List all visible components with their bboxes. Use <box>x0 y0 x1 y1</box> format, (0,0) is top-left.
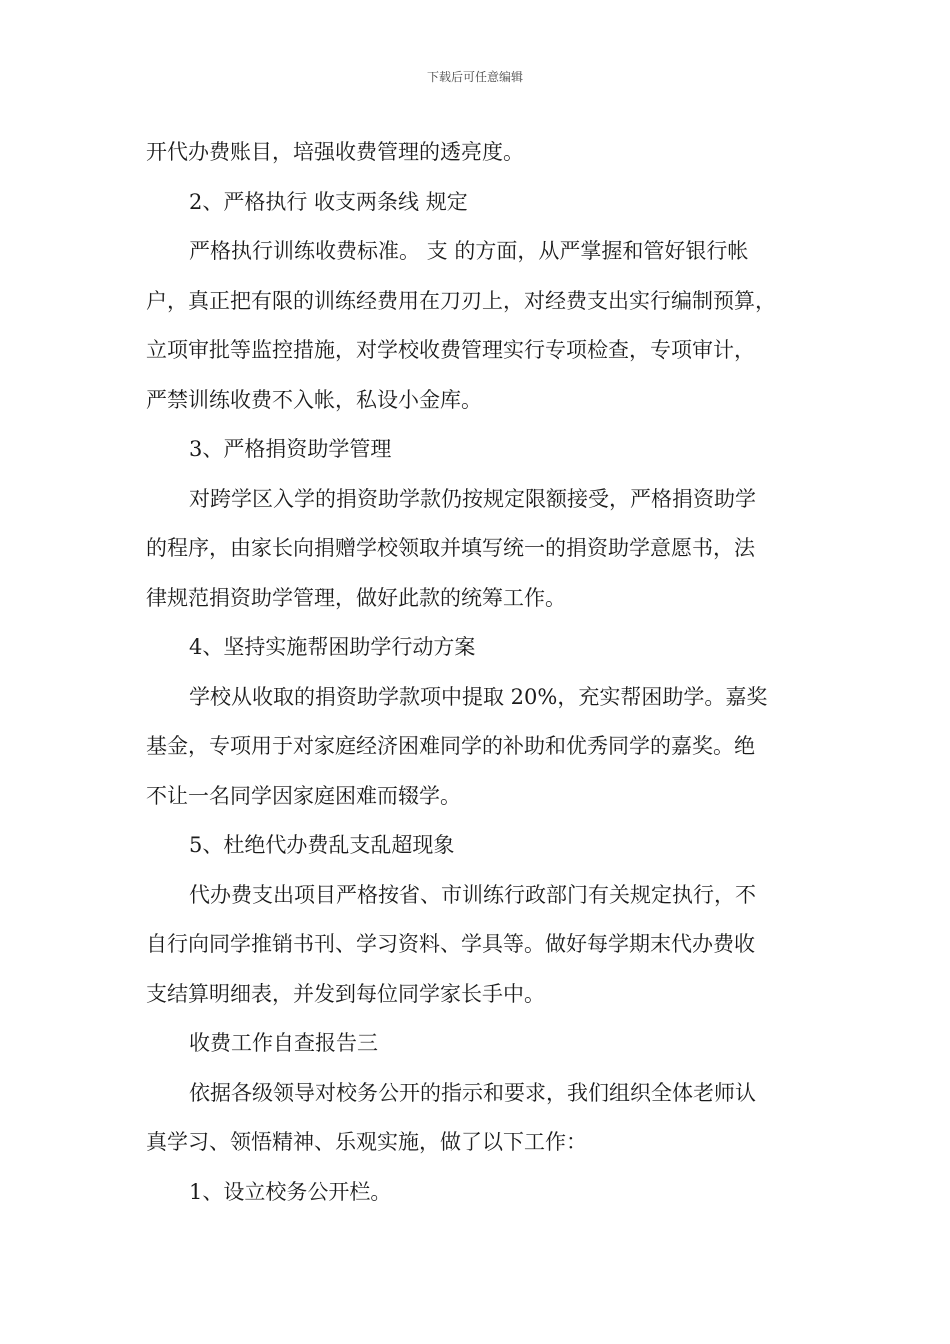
text-line: 学校从收取的捐资助学款项中提取 20%，充实帮困助学。嘉奖 <box>189 684 768 709</box>
text-line: 5、杜绝代办费乱支乱超现象 <box>189 833 455 857</box>
text-line: 1、设立校务公开栏。 <box>189 1179 392 1204</box>
text-line: 不让一名同学因家庭困难而辍学。 <box>146 783 461 808</box>
document-body <box>146 128 826 1217</box>
text-line: 对跨学区入学的捐资助学款仍按规定限额接受，严格捐资助学 <box>189 486 756 511</box>
text-line: 律规范捐资助学管理，做好此款的统筹工作。 <box>146 585 566 610</box>
text-line: 严禁训练收费不入帐，私设小金库。 <box>146 387 482 412</box>
text-line: 4、坚持实施帮困助学行动方案 <box>189 635 476 659</box>
text-line: 2、严格执行 收支两条线 规定 <box>189 189 468 214</box>
text-line: 依据各级领导对校务公开的指示和要求，我们组织全体老师认 <box>189 1080 756 1105</box>
text-line: 开代办费账目，培强收费管理的透亮度。 <box>146 140 524 164</box>
text-line: 立项审批等监控措施，对学校收费管理实行专项检查，专项审计， <box>146 338 755 362</box>
text-line: 代办费支出项目严格按省、市训练行政部门有关规定执行，不 <box>189 882 756 907</box>
text-line: 严格执行训练收费标准。 支 的方面，从严掌握和管好银行帐 <box>189 239 749 263</box>
text-line: 3、严格捐资助学管理 <box>189 437 392 461</box>
text-line: 基金，专项用于对家庭经济困难同学的补助和优秀同学的嘉奖。绝 <box>146 734 755 758</box>
text-line: 自行向同学推销书刊、学习资料、学具等。做好每学期末代办费收 <box>146 932 755 956</box>
page-header: 下载后可任意编辑 <box>426 70 523 84</box>
text-line: 户，真正把有限的训练经费用在刀刃上，对经费支出实行编制预算， <box>146 288 776 313</box>
text-line: 收费工作自查报告三 <box>189 1031 378 1055</box>
text-line: 真学习、领悟精神、乐观实施，做了以下工作： <box>146 1130 587 1154</box>
text-line: 支结算明细表，并发到每位同学家长手中。 <box>146 981 545 1006</box>
text-line: 的程序，由家长向捐赠学校领取并填写统一的捐资助学意愿书，法 <box>146 536 755 560</box>
